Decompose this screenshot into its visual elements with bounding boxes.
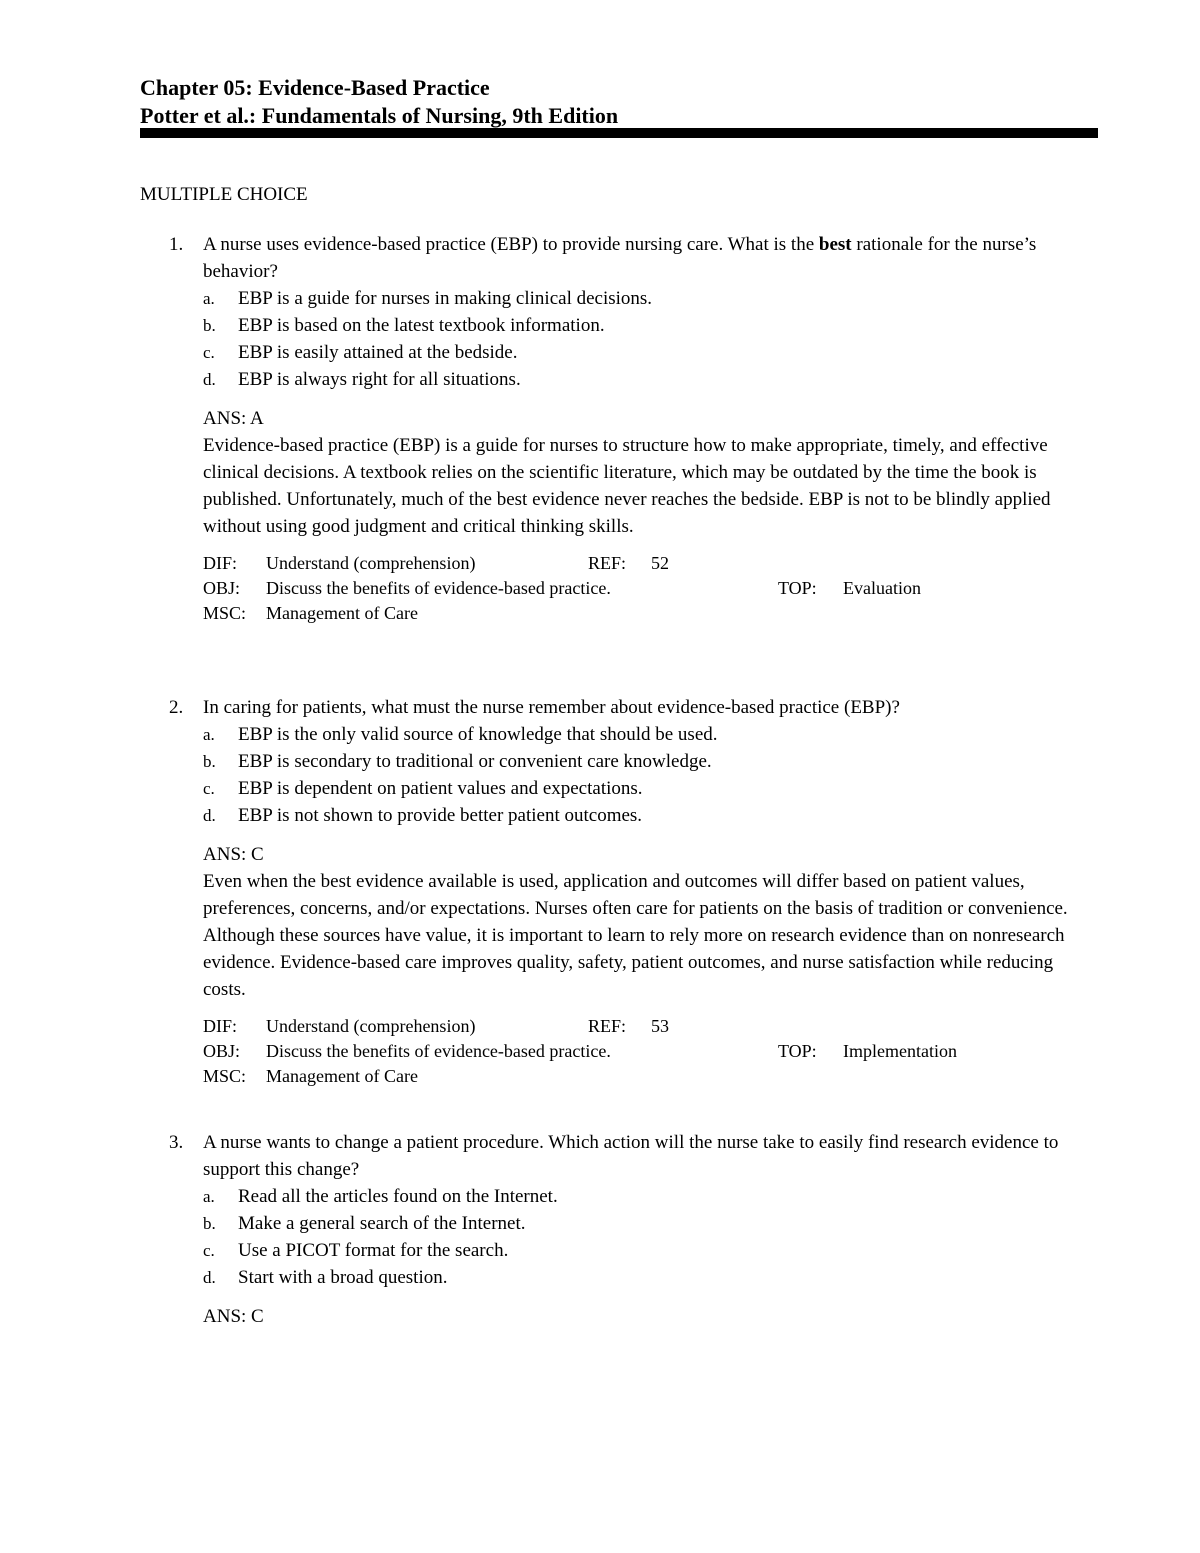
option-b <box>140 748 1098 775</box>
question-2 <box>140 694 1098 1089</box>
stem-text: A nurse wants to change a patient procedure. Which action will the nurse take to easily find research evidence to support this change? <box>203 1132 1059 1180</box>
meta-row-dif <box>203 551 1098 576</box>
ref-label: REF: <box>588 1016 627 1036</box>
ref-value: 52 <box>651 553 669 573</box>
meta-row-obj <box>203 1039 1098 1064</box>
option-text: Read all the articles found on the Internet. <box>238 1186 558 1207</box>
chapter-title: Chapter 05: Evidence-Based Practice <box>140 75 490 100</box>
option-text: EBP is a guide for nurses in making clinical decisions. <box>238 288 653 309</box>
meta-row-msc <box>203 1064 1098 1089</box>
rationale-text: Even when the best evidence available is used, application and outcomes will differ based on patient values, preferences, concerns, and/or expectations. Nurses often care for patients on the basis of tradition or convenience. Although these sources have value, it is important to learn to rely more on research evidence than on nonresearch evidence. Evidence-based care improves quality, safety, patient outcomes, and nurse satisfaction while reducing costs. <box>203 871 1068 1000</box>
option-text: EBP is based on the latest textbook information. <box>238 315 605 336</box>
answer-key: ANS: C <box>203 1306 264 1327</box>
stem-emphasis: best <box>818 234 852 255</box>
option-text: EBP is always right for all situations. <box>238 369 521 390</box>
question-metadata <box>140 1014 1098 1089</box>
question-stem <box>140 231 1098 285</box>
meta-row-dif <box>203 1014 1098 1039</box>
option-letter: c. <box>203 1241 215 1260</box>
obj-label: OBJ: <box>203 1041 241 1061</box>
option-letter: a. <box>203 725 215 744</box>
option-c <box>140 775 1098 802</box>
dif-value: Understand (comprehension) <box>266 553 476 573</box>
option-letter: c. <box>203 343 215 362</box>
question-1 <box>140 231 1098 626</box>
obj-label: OBJ: <box>203 578 241 598</box>
option-text: EBP is secondary to traditional or convenient care knowledge. <box>238 751 712 772</box>
msc-value: Management of Care <box>266 603 418 623</box>
msc-value: Management of Care <box>266 1066 418 1086</box>
option-a <box>140 721 1098 748</box>
option-c <box>140 1237 1098 1264</box>
section-title: MULTIPLE CHOICE <box>140 184 308 205</box>
meta-row-msc <box>203 601 1098 626</box>
option-c <box>140 339 1098 366</box>
option-letter: d. <box>203 806 216 825</box>
question-number: 3. <box>169 1132 184 1153</box>
question-metadata <box>140 551 1098 626</box>
option-text: EBP is dependent on patient values and expectations. <box>238 778 643 799</box>
rationale-text: Evidence-based practice (EBP) is a guide for nurses to structure how to make appropriate, timely, and effective clinical decisions. A textbook relies on the scientific literature, which may be outdated by the time the book is published. Unfortunately, much of the best evidence never reaches the bedside. EBP is not to be blindly applied without using good judgment and critical thinking skills. <box>203 435 1051 537</box>
option-letter: b. <box>203 752 216 771</box>
stem-text-end: rationale for the nurse’s behavior? <box>203 234 1037 282</box>
answer-options <box>140 285 1098 393</box>
option-letter: d. <box>203 1268 216 1287</box>
question-stem <box>140 694 1098 721</box>
answer-key: ANS: A <box>203 408 264 429</box>
dif-label: DIF: <box>203 553 238 573</box>
stem-text: A nurse uses evidence-based practice (EBP) to provide nursing care. What is the <box>203 234 819 255</box>
header-rule <box>140 128 1098 138</box>
option-text: EBP is the only valid source of knowledge that should be used. <box>238 724 718 745</box>
option-text: EBP is not shown to provide better patient outcomes. <box>238 805 643 826</box>
option-text: EBP is easily attained at the bedside. <box>238 342 518 363</box>
document-header <box>140 74 618 130</box>
meta-row-obj <box>203 576 1098 601</box>
option-text: Make a general search of the Internet. <box>238 1213 526 1234</box>
stem-text: In caring for patients, what must the nurse remember about evidence-based practice (EBP)? <box>203 697 900 718</box>
ref-value: 53 <box>651 1016 669 1036</box>
option-d <box>140 1264 1098 1291</box>
top-value: Implementation <box>843 1041 957 1061</box>
question-number: 1. <box>169 234 184 255</box>
option-letter: a. <box>203 1187 215 1206</box>
question-stem <box>140 1129 1098 1183</box>
answer-options <box>140 721 1098 829</box>
option-text: Use a PICOT format for the search. <box>238 1240 509 1261</box>
obj-value: Discuss the benefits of evidence-based practice. <box>266 578 611 598</box>
dif-label: DIF: <box>203 1016 238 1036</box>
option-a <box>140 285 1098 312</box>
option-a <box>140 1183 1098 1210</box>
option-d <box>140 802 1098 829</box>
option-letter: c. <box>203 779 215 798</box>
answer-options <box>140 1183 1098 1291</box>
ref-label: REF: <box>588 553 627 573</box>
option-text: Start with a broad question. <box>238 1267 448 1288</box>
dif-value: Understand (comprehension) <box>266 1016 476 1036</box>
question-number: 2. <box>169 697 184 718</box>
book-title: Potter et al.: Fundamentals of Nursing, 9th Edition <box>140 103 619 128</box>
question-3 <box>140 1129 1098 1330</box>
top-label: TOP: <box>778 1041 817 1061</box>
option-d <box>140 366 1098 393</box>
option-letter: b. <box>203 316 216 335</box>
msc-label: MSC: <box>203 1066 247 1086</box>
option-letter: a. <box>203 289 215 308</box>
option-b <box>140 1210 1098 1237</box>
msc-label: MSC: <box>203 603 247 623</box>
top-label: TOP: <box>778 578 817 598</box>
option-letter: b. <box>203 1214 216 1233</box>
obj-value: Discuss the benefits of evidence-based practice. <box>266 1041 611 1061</box>
option-b <box>140 312 1098 339</box>
option-letter: d. <box>203 370 216 389</box>
top-value: Evaluation <box>843 578 921 598</box>
answer-key: ANS: C <box>203 844 264 865</box>
